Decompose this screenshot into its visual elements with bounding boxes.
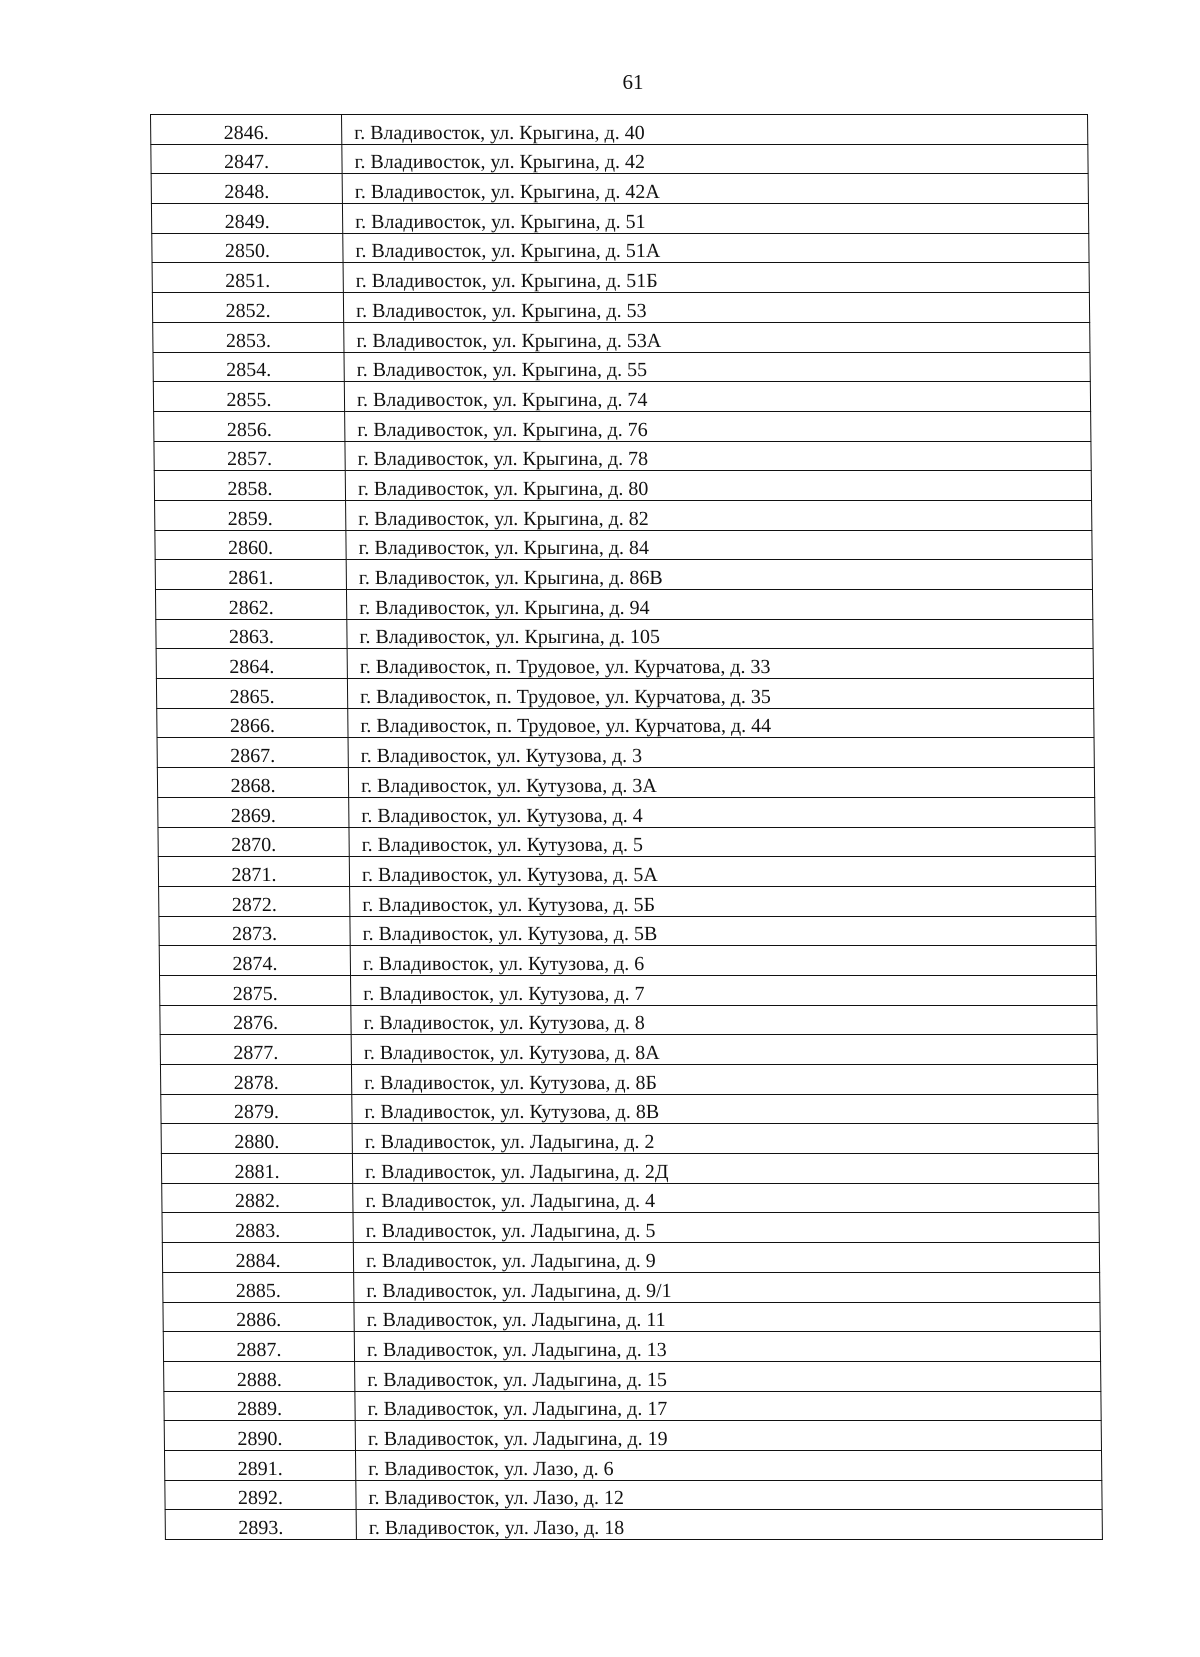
address-cell: г. Владивосток, п. Трудовое, ул. Курчатова, д. 35 bbox=[347, 679, 1093, 709]
table-row bbox=[159, 886, 1096, 916]
address-cell: г. Владивосток, ул. Кутузова, д. 8 bbox=[351, 1005, 1097, 1035]
table-row bbox=[160, 1065, 1097, 1095]
page-number: 61 bbox=[622, 70, 644, 94]
table-row bbox=[158, 827, 1095, 857]
row-number-cell: 2881. bbox=[161, 1154, 352, 1184]
table-row bbox=[157, 708, 1094, 738]
address-cell: г. Владивосток, ул. Кутузова, д. 5В bbox=[350, 916, 1096, 946]
address-cell: г. Владивосток, ул. Крыгина, д. 51Б bbox=[343, 263, 1089, 293]
row-number-cell: 2853. bbox=[153, 322, 344, 352]
address-cell: г. Владивосток, ул. Лазо, д. 6 bbox=[355, 1450, 1101, 1480]
table-row bbox=[151, 174, 1088, 204]
table-row bbox=[154, 441, 1091, 471]
row-number-cell: 2851. bbox=[152, 263, 343, 293]
address-cell: г. Владивосток, ул. Крыгина, д. 53 bbox=[343, 293, 1089, 323]
table-row bbox=[158, 857, 1095, 887]
table-row bbox=[155, 560, 1092, 590]
table-row bbox=[152, 293, 1089, 323]
row-number-cell: 2890. bbox=[164, 1421, 355, 1451]
address-cell: г. Владивосток, ул. Лазо, д. 12 bbox=[356, 1480, 1102, 1510]
address-cell: г. Владивосток, ул. Ладыгина, д. 2 bbox=[352, 1124, 1098, 1154]
row-number-cell: 2847. bbox=[151, 144, 342, 174]
row-number-cell: 2855. bbox=[153, 382, 344, 412]
row-number-cell: 2868. bbox=[157, 768, 348, 798]
table-row bbox=[156, 679, 1093, 709]
address-cell: г. Владивосток, ул. Крыгина, д. 80 bbox=[345, 471, 1091, 501]
row-number-cell: 2878. bbox=[160, 1065, 351, 1095]
table-row bbox=[155, 530, 1092, 560]
row-number-cell: 2886. bbox=[163, 1302, 354, 1332]
row-number-cell: 2893. bbox=[165, 1510, 356, 1540]
row-number-cell: 2882. bbox=[162, 1183, 353, 1213]
table-row bbox=[156, 649, 1093, 679]
table-row bbox=[153, 352, 1090, 382]
table-row bbox=[157, 738, 1094, 768]
table-row bbox=[159, 916, 1096, 946]
table-row bbox=[163, 1302, 1100, 1332]
address-cell: г. Владивосток, ул. Кутузова, д. 3 bbox=[348, 738, 1094, 768]
row-number-cell: 2892. bbox=[165, 1480, 356, 1510]
table-row bbox=[161, 1124, 1098, 1154]
address-cell: г. Владивосток, ул. Крыгина, д. 94 bbox=[346, 590, 1092, 620]
table-row bbox=[153, 322, 1090, 352]
address-cell: г. Владивосток, ул. Кутузова, д. 4 bbox=[349, 797, 1095, 827]
row-number-cell: 2876. bbox=[160, 1005, 351, 1035]
table-row bbox=[163, 1332, 1100, 1362]
row-number-cell: 2859. bbox=[155, 500, 346, 530]
address-cell: г. Владивосток, ул. Ладыгина, д. 13 bbox=[354, 1332, 1100, 1362]
row-number-cell: 2887. bbox=[163, 1332, 354, 1362]
table-row bbox=[155, 590, 1092, 620]
row-number-cell: 2870. bbox=[158, 827, 349, 857]
table-row bbox=[163, 1272, 1100, 1302]
row-number-cell: 2873. bbox=[159, 916, 350, 946]
row-number-cell: 2862. bbox=[155, 590, 346, 620]
table-row bbox=[159, 946, 1096, 976]
address-cell: г. Владивосток, ул. Крыгина, д. 86В bbox=[346, 560, 1092, 590]
table-row bbox=[152, 263, 1089, 293]
address-cell: г. Владивосток, ул. Крыгина, д. 82 bbox=[346, 500, 1092, 530]
table-row bbox=[162, 1213, 1099, 1243]
table-row bbox=[157, 768, 1094, 798]
address-cell: г. Владивосток, ул. Крыгина, д. 53А bbox=[344, 322, 1090, 352]
table-row bbox=[154, 411, 1091, 441]
table-row bbox=[151, 204, 1088, 234]
row-number-cell: 2858. bbox=[154, 471, 345, 501]
row-number-cell: 2888. bbox=[164, 1361, 355, 1391]
address-cell: г. Владивосток, ул. Кутузова, д. 7 bbox=[351, 975, 1097, 1005]
row-number-cell: 2869. bbox=[158, 797, 349, 827]
row-number-cell: 2850. bbox=[152, 233, 343, 263]
address-cell: г. Владивосток, ул. Кутузова, д. 8В bbox=[352, 1094, 1098, 1124]
table-row bbox=[161, 1154, 1098, 1184]
address-cell: г. Владивосток, ул. Лазо, д. 18 bbox=[356, 1510, 1102, 1540]
row-number-cell: 2852. bbox=[152, 293, 343, 323]
table-row bbox=[160, 975, 1097, 1005]
address-cell: г. Владивосток, ул. Ладыгина, д. 19 bbox=[355, 1421, 1101, 1451]
row-number-cell: 2848. bbox=[151, 174, 342, 204]
table-row bbox=[158, 797, 1095, 827]
address-cell: г. Владивосток, ул. Крыгина, д. 51 bbox=[342, 204, 1088, 234]
row-number-cell: 2884. bbox=[162, 1243, 353, 1273]
address-cell: г. Владивосток, ул. Крыгина, д. 42А bbox=[342, 174, 1088, 204]
address-cell: г. Владивосток, ул. Крыгина, д. 74 bbox=[344, 382, 1090, 412]
row-number-cell: 2857. bbox=[154, 441, 345, 471]
table-row bbox=[156, 619, 1093, 649]
address-cell: г. Владивосток, п. Трудовое, ул. Курчатова, д. 33 bbox=[347, 649, 1093, 679]
address-cell: г. Владивосток, ул. Кутузова, д. 5Б bbox=[350, 886, 1096, 916]
table-row bbox=[165, 1480, 1102, 1510]
table-row bbox=[162, 1183, 1099, 1213]
address-cell: г. Владивосток, ул. Кутузова, д. 5 bbox=[349, 827, 1095, 857]
address-table-body bbox=[151, 115, 1103, 1540]
row-number-cell: 2867. bbox=[157, 738, 348, 768]
row-number-cell: 2879. bbox=[161, 1094, 352, 1124]
row-number-cell: 2885. bbox=[163, 1272, 354, 1302]
table-row bbox=[165, 1510, 1102, 1540]
table-row bbox=[154, 471, 1091, 501]
address-cell: г. Владивосток, ул. Кутузова, д. 3А bbox=[348, 768, 1094, 798]
table-row bbox=[152, 233, 1089, 263]
table-row bbox=[164, 1421, 1101, 1451]
address-cell: г. Владивосток, ул. Ладыгина, д. 9/1 bbox=[354, 1272, 1100, 1302]
address-cell: г. Владивосток, ул. Кутузова, д. 8Б bbox=[351, 1065, 1097, 1095]
row-number-cell: 2872. bbox=[159, 886, 350, 916]
address-table bbox=[150, 114, 1103, 1540]
row-number-cell: 2854. bbox=[153, 352, 344, 382]
address-cell: г. Владивосток, ул. Ладыгина, д. 17 bbox=[355, 1391, 1101, 1421]
address-cell: г. Владивосток, ул. Крыгина, д. 40 bbox=[342, 115, 1088, 145]
row-number-cell: 2846. bbox=[151, 115, 342, 145]
table-row bbox=[164, 1450, 1101, 1480]
row-number-cell: 2866. bbox=[157, 708, 348, 738]
row-number-cell: 2874. bbox=[159, 946, 350, 976]
row-number-cell: 2861. bbox=[155, 560, 346, 590]
address-cell: г. Владивосток, ул. Крыгина, д. 105 bbox=[347, 619, 1093, 649]
row-number-cell: 2877. bbox=[160, 1035, 351, 1065]
address-cell: г. Владивосток, ул. Кутузова, д. 6 bbox=[350, 946, 1096, 976]
address-cell: г. Владивосток, ул. Крыгина, д. 84 bbox=[346, 530, 1092, 560]
table-row bbox=[162, 1243, 1099, 1273]
row-number-cell: 2883. bbox=[162, 1213, 353, 1243]
table-row bbox=[161, 1094, 1098, 1124]
row-number-cell: 2860. bbox=[155, 530, 346, 560]
row-number-cell: 2865. bbox=[156, 679, 347, 709]
address-cell: г. Владивосток, ул. Кутузова, д. 5А bbox=[349, 857, 1095, 887]
address-cell: г. Владивосток, ул. Крыгина, д. 78 bbox=[345, 441, 1091, 471]
table-row bbox=[153, 382, 1090, 412]
table-row bbox=[151, 115, 1088, 145]
row-number-cell: 2889. bbox=[164, 1391, 355, 1421]
row-number-cell: 2880. bbox=[161, 1124, 352, 1154]
row-number-cell: 2849. bbox=[151, 204, 342, 234]
table-row bbox=[164, 1361, 1101, 1391]
table-row bbox=[155, 500, 1092, 530]
address-cell: г. Владивосток, ул. Крыгина, д. 42 bbox=[342, 144, 1088, 174]
row-number-cell: 2856. bbox=[154, 411, 345, 441]
address-cell: г. Владивосток, ул. Крыгина, д. 51А bbox=[343, 233, 1089, 263]
row-number-cell: 2864. bbox=[156, 649, 347, 679]
address-cell: г. Владивосток, ул. Ладыгина, д. 11 bbox=[354, 1302, 1100, 1332]
row-number-cell: 2875. bbox=[160, 975, 351, 1005]
address-cell: г. Владивосток, п. Трудовое, ул. Курчатова, д. 44 bbox=[348, 708, 1094, 738]
address-cell: г. Владивосток, ул. Ладыгина, д. 9 bbox=[353, 1243, 1099, 1273]
table-row bbox=[160, 1005, 1097, 1035]
address-cell: г. Владивосток, ул. Ладыгина, д. 4 bbox=[353, 1183, 1099, 1213]
address-cell: г. Владивосток, ул. Крыгина, д. 55 bbox=[344, 352, 1090, 382]
table-row bbox=[164, 1391, 1101, 1421]
address-cell: г. Владивосток, ул. Ладыгина, д. 2Д bbox=[352, 1154, 1098, 1184]
address-cell: г. Владивосток, ул. Ладыгина, д. 15 bbox=[355, 1361, 1101, 1391]
address-cell: г. Владивосток, ул. Ладыгина, д. 5 bbox=[353, 1213, 1099, 1243]
row-number-cell: 2871. bbox=[158, 857, 349, 887]
row-number-cell: 2863. bbox=[156, 619, 347, 649]
address-cell: г. Владивосток, ул. Крыгина, д. 76 bbox=[345, 411, 1091, 441]
table-row bbox=[160, 1035, 1097, 1065]
address-cell: г. Владивосток, ул. Кутузова, д. 8А bbox=[351, 1035, 1097, 1065]
row-number-cell: 2891. bbox=[164, 1450, 355, 1480]
table-row bbox=[151, 144, 1088, 174]
